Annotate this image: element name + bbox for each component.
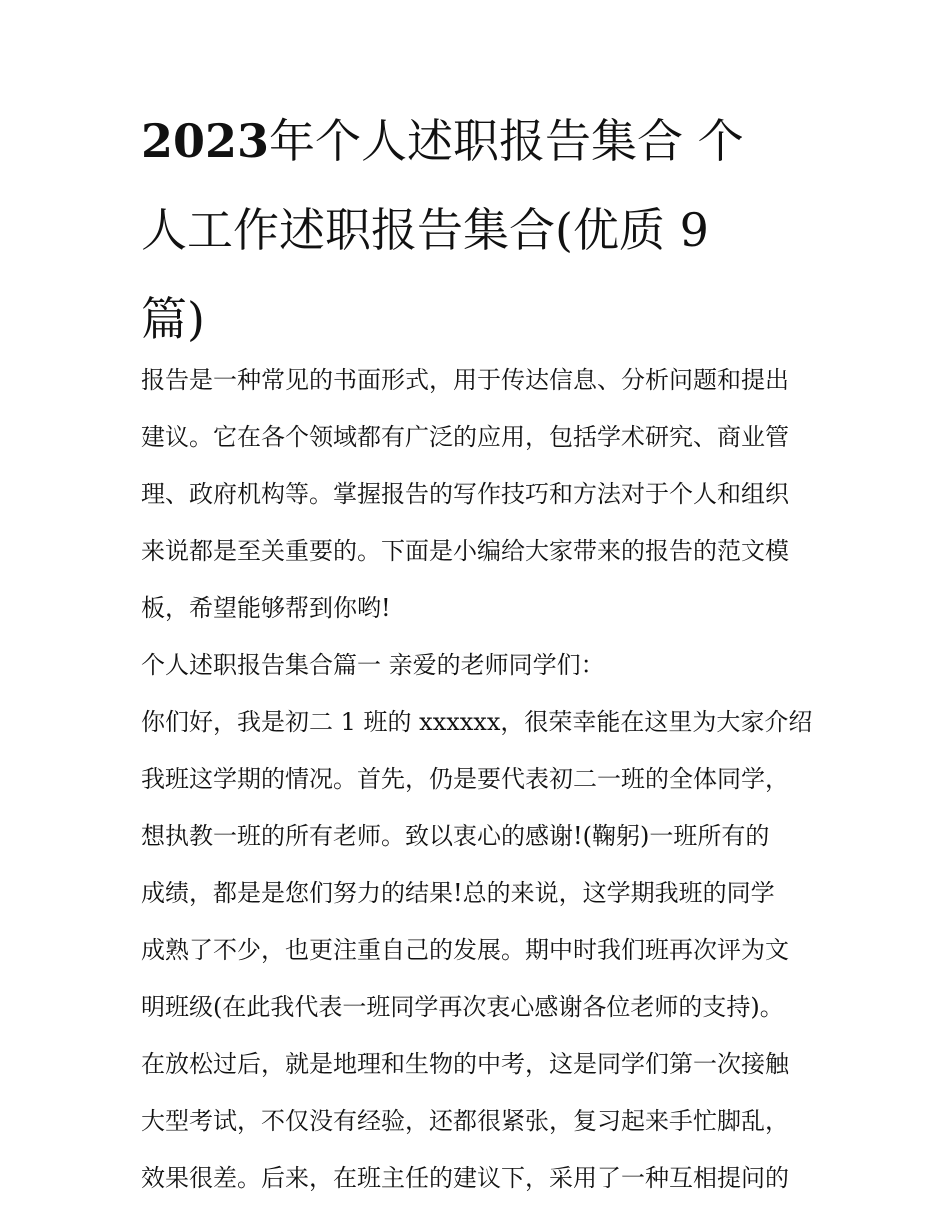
body-line: 理、政府机构等。掌握报告的写作技巧和方法对于个人和组织: [141, 480, 789, 508]
body-line: 在放松过后，就是地理和生物的中考，这是同学们第一次接触: [141, 1050, 789, 1078]
body-line: 我班这学期的情况。首先，仍是要代表初二一班的全体同学，: [141, 765, 789, 793]
document-body: [141, 360, 821, 1215]
body-line: 效果很差。后来，在班主任的建议下，采用了一种互相提问的: [141, 1164, 789, 1192]
title-line-1: [141, 114, 801, 179]
body-line: 大型考试，不仅没有经验，还都很紧张，复习起来手忙脚乱，: [141, 1107, 789, 1135]
body-line: 来说都是至关重要的。下面是小编给大家带来的报告的范文模: [141, 537, 789, 565]
body-line: 想执教一班的所有老师。致以衷心的感谢!(鞠躬)一班所有的: [141, 822, 770, 850]
body-line: 成绩，都是是您们努力的结果!总的来说，这学期我班的同学: [141, 879, 775, 907]
body-line: 建议。它在各个领域都有广泛的应用，包括学术研究、商业管: [141, 423, 789, 451]
body-line: 明班级(在此我代表一班同学再次衷心感谢各位老师的支持)。: [141, 993, 784, 1021]
document-title: [141, 114, 801, 385]
section-heading-line: 个人述职报告集合篇一 亲爱的老师同学们：: [141, 651, 605, 679]
body-line: 成熟了不少，也更注重自己的发展。期中时我们班再次评为文: [141, 936, 789, 964]
title-line-3: 篇): [141, 292, 205, 346]
title-line-1-text: 年个人述职报告集合 个: [269, 114, 744, 168]
title-year: 2023: [141, 114, 270, 168]
body-line: 你们好，我是初二 1 班的 xxxxxx，很荣幸能在这里为大家介绍: [141, 708, 813, 736]
title-line-2: 人工作述职报告集合(优质 9: [141, 203, 709, 257]
body-line: 报告是一种常见的书面形式，用于传达信息、分析问题和提出: [141, 366, 789, 394]
body-line: 板，希望能够帮到你哟!: [141, 594, 391, 622]
